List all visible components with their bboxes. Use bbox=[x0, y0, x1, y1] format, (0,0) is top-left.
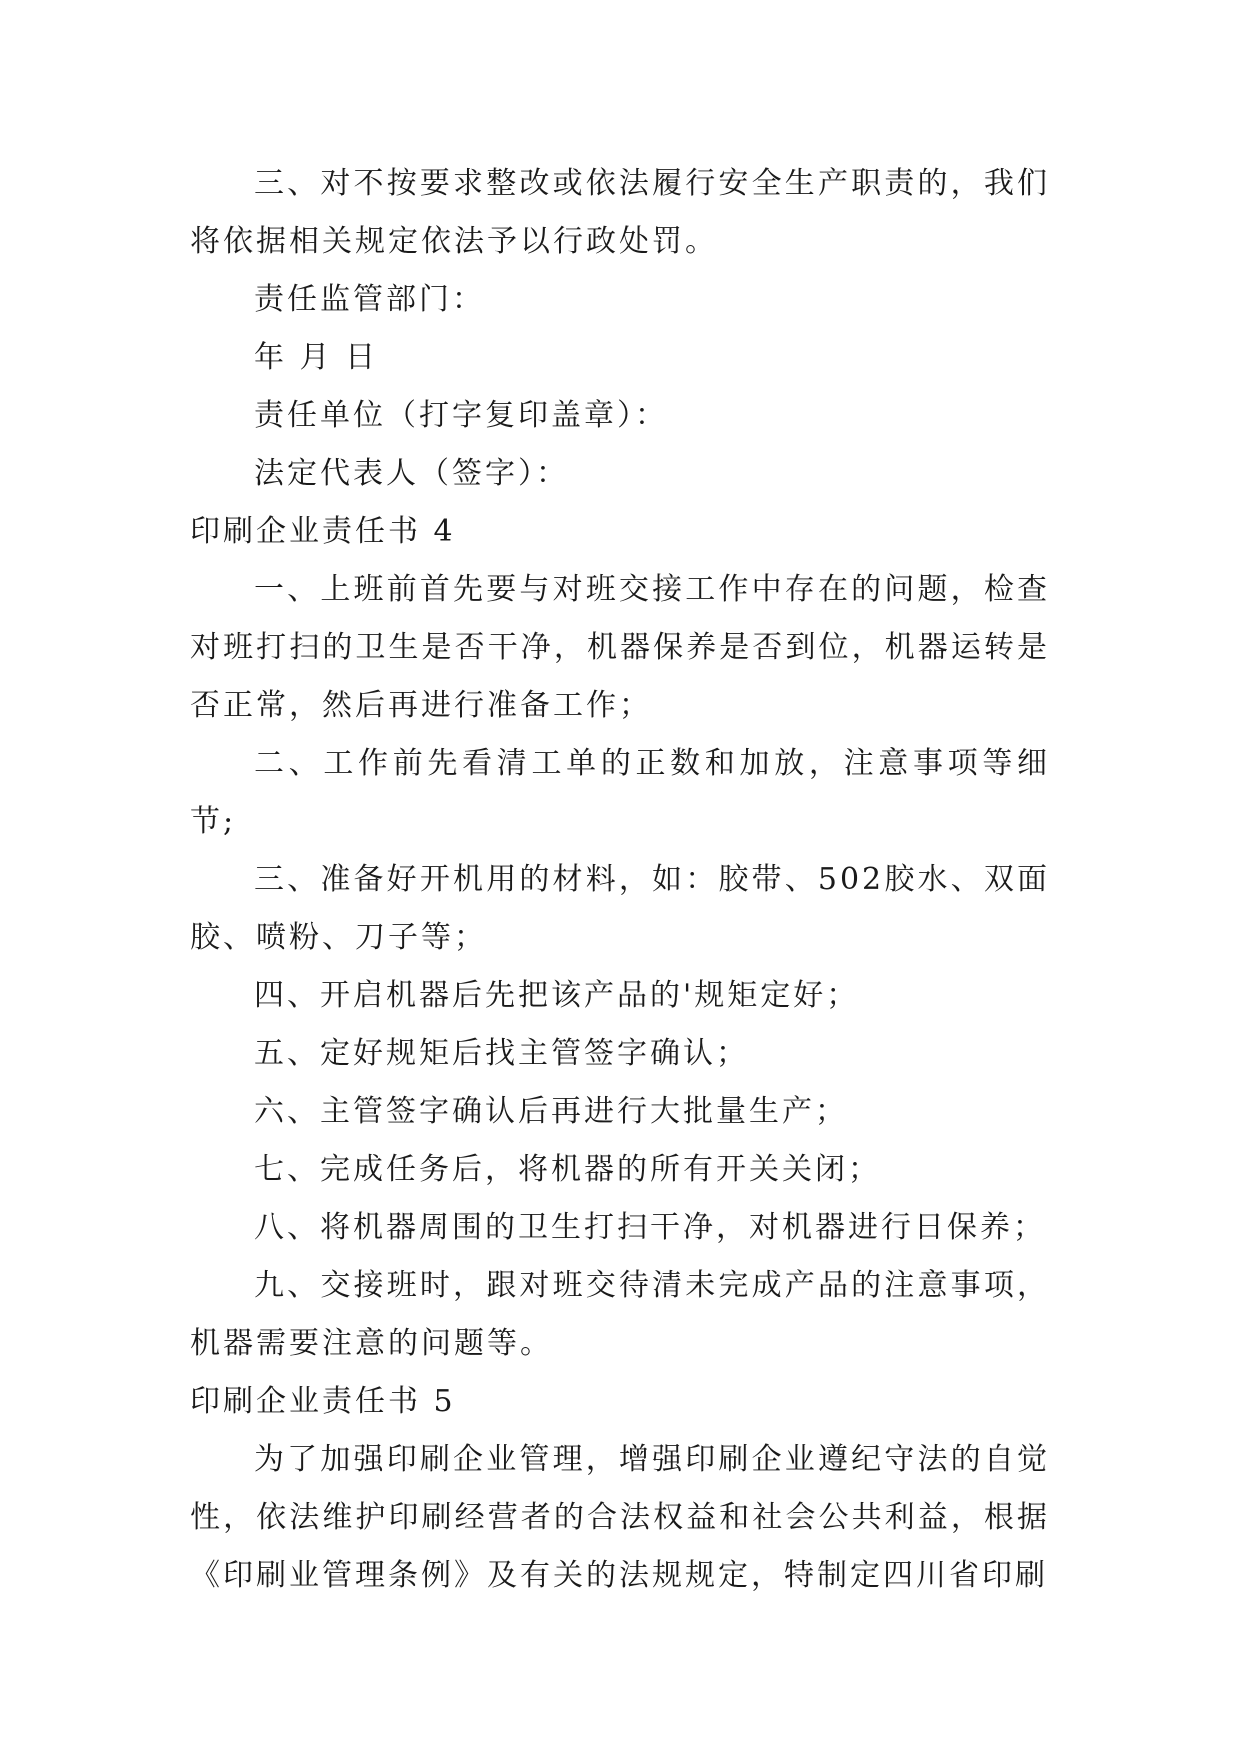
paragraph-item-9: 九、交接班时，跟对班交待清未完成产品的注意事项，机器需要注意的问题等。 bbox=[190, 1268, 1050, 1361]
paragraph-item-4: 四、开启机器后先把该产品的'规矩定好； bbox=[254, 978, 860, 1013]
paragraph-item-5: 五、定好规矩后找主管签字确认； bbox=[254, 1036, 749, 1071]
paragraph-item-3: 三、准备好开机用的材料，如：胶带、502胶水、双面胶、喷粉、刀子等； bbox=[190, 862, 1050, 955]
paragraph-penalty: 三、对不按要求整改或依法履行安全生产职责的，我们将依据相关规定依法予以行政处罚。 bbox=[190, 166, 1050, 259]
paragraph-item-8: 八、将机器周围的卫生打扫干净，对机器进行日保养； bbox=[254, 1210, 1046, 1245]
paragraph-item-6: 六、主管签字确认后再进行大批量生产； bbox=[254, 1094, 848, 1129]
paragraph-item-2: 二、工作前先看清工单的正数和加放，注意事项等细节; bbox=[190, 746, 1050, 839]
paragraph-responsible-unit: 责任单位（打字复印盖章）： bbox=[254, 398, 668, 433]
document-body bbox=[190, 155, 1050, 1605]
paragraph-legal-rep: 法定代表人（签字）： bbox=[254, 456, 569, 491]
paragraph-intro-5: 为了加强印刷企业管理，增强印刷企业遵纪守法的自觉性，依法维护印刷经营者的合法权益和社会公共利益，根据《印刷业管理条例》及有关的法规规定，特制定四川省印刷 bbox=[190, 1442, 1050, 1593]
paragraph-item-7: 七、完成任务后，将机器的所有开关关闭； bbox=[254, 1152, 881, 1187]
section-heading-5: 印刷企业责任书 5 bbox=[190, 1384, 456, 1419]
paragraph-date: 年 月 日 bbox=[254, 340, 379, 375]
section-heading-4: 印刷企业责任书 4 bbox=[190, 514, 456, 549]
paragraph-supervisor-dept: 责任监管部门： bbox=[254, 282, 485, 317]
paragraph-item-1: 一、上班前首先要与对班交接工作中存在的问题，检查对班打扫的卫生是否干净，机器保养是否到位，机器运转是否正常，然后再进行准备工作； bbox=[190, 572, 1050, 723]
